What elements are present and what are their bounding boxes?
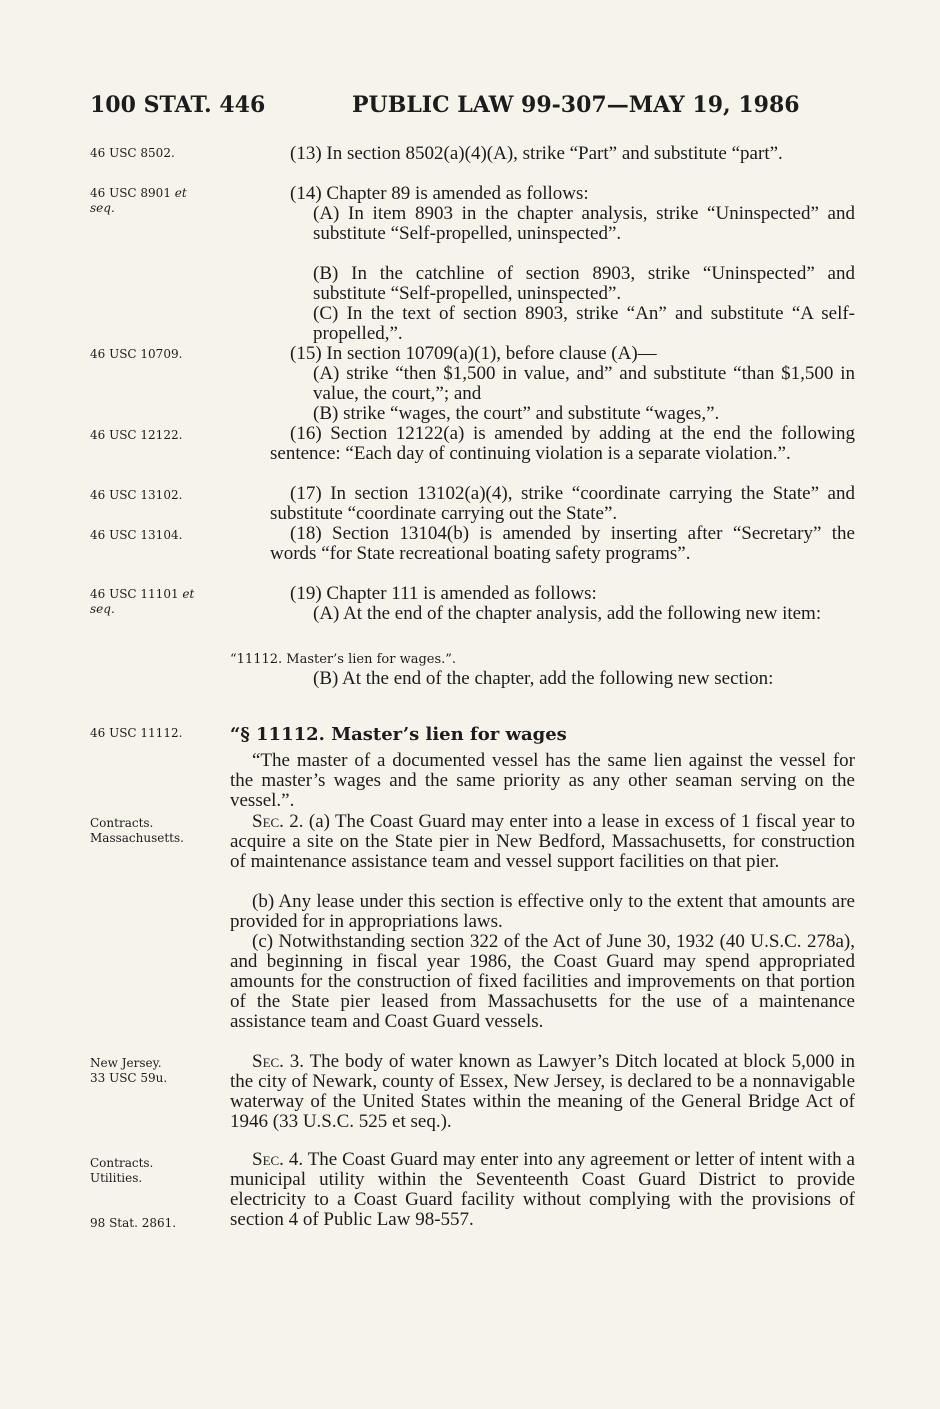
- margin-note: 46 USC 8901 et seq.: [90, 186, 187, 215]
- chapter-analysis-item: “11112. Master’s lien for wages.”.: [230, 652, 457, 667]
- paragraph-19-a: (A) At the end of the chapter analysis, add the following new item:: [313, 603, 822, 624]
- paragraph-13: (13) In section 8502(a)(4)(A), strike “Part” and substitute “part”.: [290, 143, 783, 164]
- public-law-title: PUBLIC LAW 99-307—MAY 19, 1986: [352, 92, 800, 118]
- margin-note: 46 USC 11112.: [90, 726, 183, 740]
- page-header: [90, 92, 860, 128]
- section-heading: “§ 11112. Master’s lien for wages: [230, 724, 567, 745]
- paragraph-15-b: (B) strike “wages, the court” and substitute “wages,”.: [313, 403, 720, 424]
- paragraph-14: (14) Chapter 89 is amended as follows:: [290, 183, 589, 204]
- statute-page-number: 100 STAT. 446: [90, 92, 266, 118]
- paragraph-14-c: (C) In the text of section 8903, strike “An” and substitute “A self-propelled,”.: [313, 303, 855, 344]
- section-3: Sec. 3. The body of water known as Lawyer’s Ditch located at block 5,000 in the city of Newark, county of Essex, New Jersey, is declared to be a nonnavigable waterway of the United States within the meaning of the General Bridge Act of 1946 (33 U.S.C. 525 et seq.).: [230, 1051, 855, 1132]
- section-2-b: (b) Any lease under this section is effective only to the extent that amounts are provided for in appropriations laws.: [230, 891, 855, 932]
- lien-text: “The master of a documented vessel has the same lien against the vessel for the master’s wages and the same priority as any other seaman serving on the vessel.”.: [230, 750, 855, 811]
- margin-note: 46 USC 10709.: [90, 347, 183, 361]
- section-2-a: Sec. 2. (a) The Coast Guard may enter into a lease in excess of 1 fiscal year to acquire a site on the State pier in New Bedford, Massachusetts, for construction of maintenance assistance team and vessel support facilities on that pier.: [230, 811, 855, 872]
- paragraph-18: (18) Section 13104(b) is amended by inserting after “Secretary” the words “for State recreational boating safety programs”.: [270, 523, 855, 564]
- paragraph-17: (17) In section 13102(a)(4), strike “coordinate carrying the State” and substitute “coordinate carrying out the State”.: [270, 483, 855, 524]
- margin-note: 46 USC 8502.: [90, 146, 175, 160]
- margin-note: New Jersey. 33 USC 59u.: [90, 1056, 168, 1085]
- section-2-c: (c) Notwithstanding section 322 of the Act of June 30, 1932 (40 U.S.C. 278a), and beginning in fiscal year 1986, the Coast Guard may spend appropriated amounts for the construction of fixed facilities and improvements on that portion of the State pier leased from Massachusetts for the use of a maintenance assistance team and Coast Guard vessels.: [230, 931, 855, 1032]
- paragraph-19-b: (B) At the end of the chapter, add the following new section:: [313, 668, 774, 689]
- paragraph-14-a: (A) In item 8903 in the chapter analysis, strike “Uninspected” and substitute “Self-propelled, uninspected”.: [313, 203, 855, 244]
- margin-note: Contracts. Massachusetts.: [90, 816, 184, 845]
- paragraph-15-a: (A) strike “then $1,500 in value, and” and substitute “than $1,500 in value, the court,”; and: [313, 363, 855, 404]
- paragraph-15: (15) In section 10709(a)(1), before clause (A)—: [290, 343, 657, 364]
- margin-note: 98 Stat. 2861.: [90, 1216, 177, 1230]
- margin-note: 46 USC 13102.: [90, 488, 183, 502]
- paragraph-19: (19) Chapter 111 is amended as follows:: [290, 583, 597, 604]
- paragraph-14-b: (B) In the catchline of section 8903, strike “Uninspected” and substitute “Self-propelled, uninspected”.: [313, 263, 855, 304]
- margin-note: Contracts. Utilities.: [90, 1156, 154, 1185]
- margin-note: 46 USC 12122.: [90, 428, 183, 442]
- margin-note: 46 USC 13104.: [90, 528, 183, 542]
- paragraph-16: (16) Section 12122(a) is amended by adding at the end the following sentence: “Each day of continuing violation is a separate violation.”.: [270, 423, 855, 464]
- section-4: Sec. 4. The Coast Guard may enter into any agreement or letter of intent with a municipal utility within the Seventeenth Coast Guard District to provide electricity to a Coast Guard facility without complying with the provisions of section 4 of Public Law 98-557.: [230, 1149, 855, 1230]
- margin-note: 46 USC 11101 et seq.: [90, 587, 195, 616]
